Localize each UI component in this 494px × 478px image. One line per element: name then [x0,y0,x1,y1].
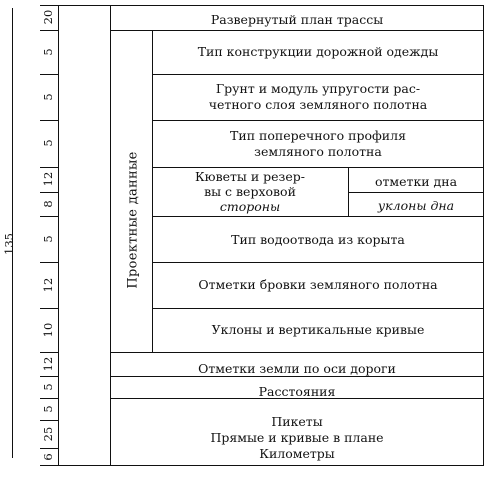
scale-left-border [58,5,59,465]
scale-tick [40,420,58,421]
row-grades: Уклоны и вертикальные кривые [211,322,425,337]
scale-tick [40,30,58,31]
row-pickets: Пикеты [271,414,323,429]
scale-tick [40,74,58,75]
row-ditch-slopes: уклоны дна [377,198,455,213]
row-divider [152,167,484,168]
row-profile-line2: земляного полотна [254,144,382,159]
scale-tick [40,167,58,168]
row-plan: Развернутый план трассы [210,12,384,27]
scale-value: 12 [41,277,55,293]
scale-tick [40,448,58,449]
scale-tick [40,376,58,377]
row-pavement: Тип конструкции дорожной одежды [197,44,439,59]
scale-value: 25 [41,426,55,442]
row-curves: Прямые и кривые в плане [210,430,384,445]
scale-tick [40,192,58,193]
row-soil-line2: четного слоя земляного полотна [208,97,428,112]
row-distances: Расстояния [258,384,336,399]
table-bottom-border [40,465,484,466]
row-divider [110,30,484,31]
scale-tick [40,262,58,263]
scale-tick [40,352,58,353]
row-drainage: Тип водоотвода из корыта [231,232,405,247]
scale-value: 12 [41,171,55,187]
scale-value: 5 [41,235,55,243]
row-divider [152,120,484,121]
scale-value: 10 [41,322,55,338]
table-left-border [110,5,111,465]
row-divider [110,376,484,377]
row-divider [110,352,484,353]
row-soil-line1: Грунт и модуль упругости рас- [215,81,421,96]
row-divider [152,74,484,75]
scale-value: 5 [41,93,55,101]
scale-value: 12 [41,356,55,372]
scale-tick [40,5,58,6]
row-profile-line1: Тип поперечного профиля [230,128,406,143]
total-height-label: 135 [2,233,16,255]
design-data-label: Проектные данные [125,151,141,289]
row-divider [152,308,484,309]
scale-value: 5 [41,139,55,147]
row-divider [152,216,484,217]
scale-value: 8 [41,200,55,208]
table-top-border [58,5,484,6]
row-ditch-marks: отметки дна [374,174,458,189]
row-ditch-line1: Кюветы и резер- [195,169,305,184]
row-divider [152,262,484,263]
row-divider [348,192,484,193]
scale-value: 20 [41,9,55,25]
row-ditch-line3: стороны [219,199,281,214]
row-ground-marks: Отметки земли по оси дороги [198,361,396,376]
row-ditch-line2: вы с верховой [204,184,296,199]
scale-value: 5 [41,383,55,391]
row-edge-marks: Отметки бровки земляного полотна [198,277,438,292]
scale-tick [40,120,58,121]
scale-tick [40,398,58,399]
scale-value: 5 [41,48,55,56]
design-data-group-border [152,30,153,352]
scale-value: 5 [41,405,55,413]
scale-tick [40,216,58,217]
scale-value: 6 [41,453,55,461]
ditch-split-line [348,167,349,216]
scale-tick [40,308,58,309]
row-kilometers: Километры [259,446,335,461]
